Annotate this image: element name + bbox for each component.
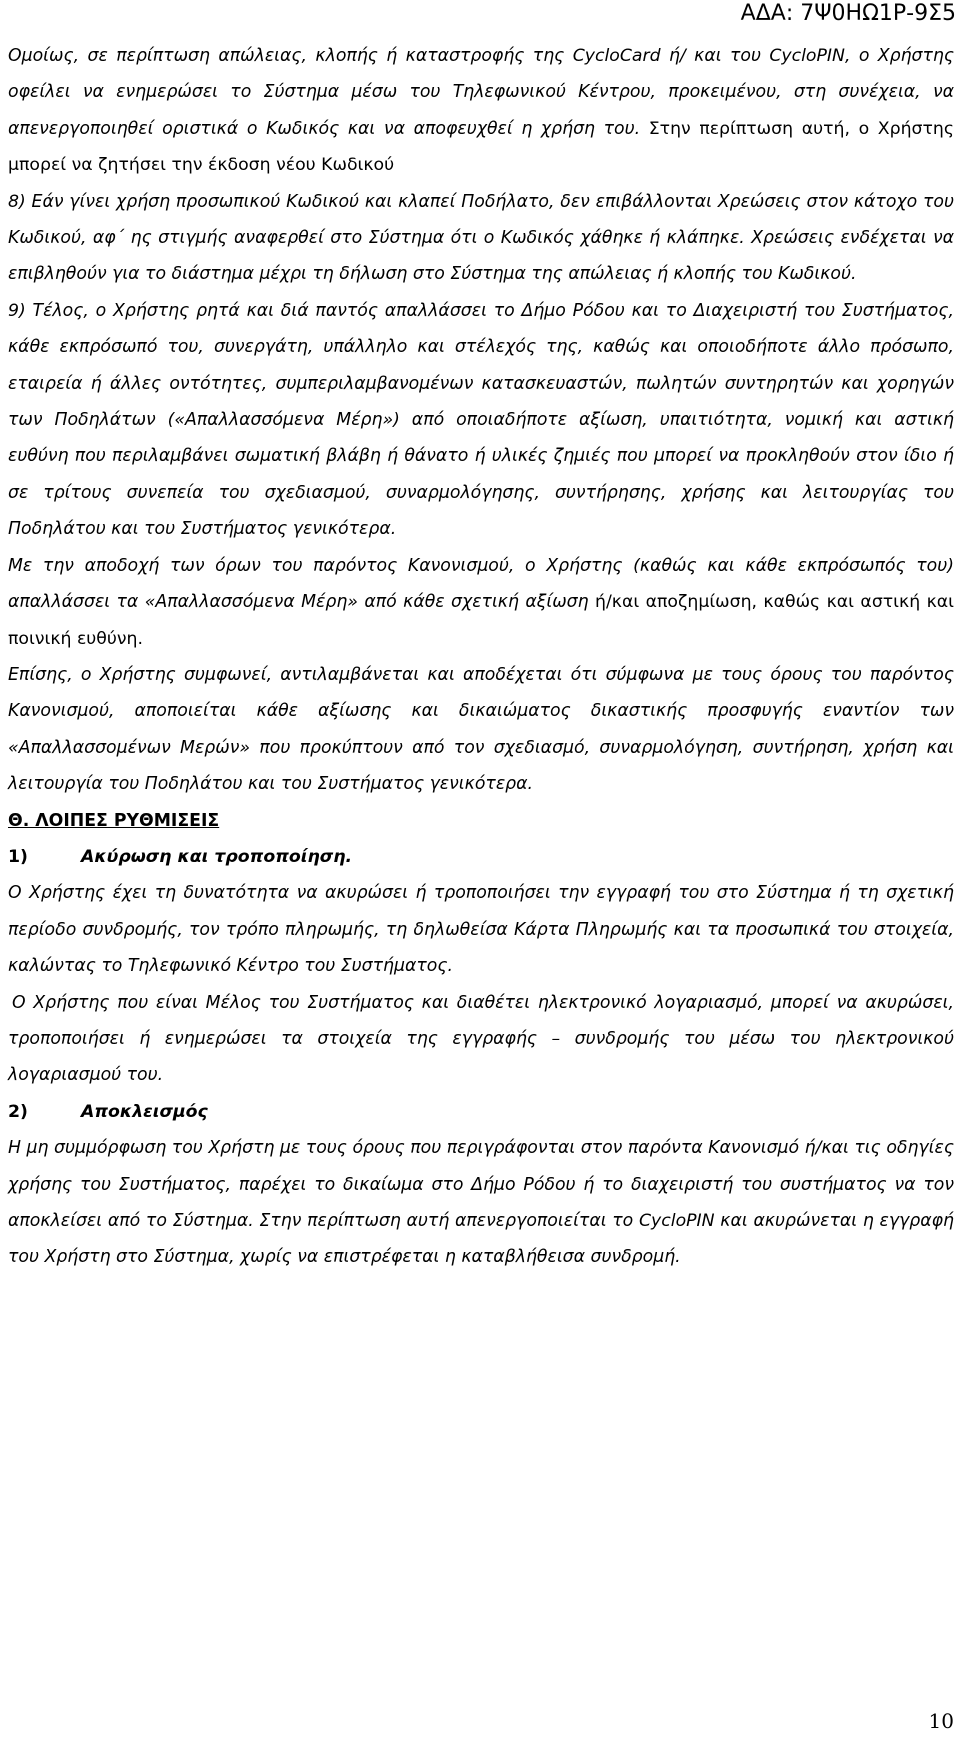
lost-card-rest: Στην περίπτωση αυτή, ο Χρήστης μπορεί να ζητήσει την έκδοση νέου Κωδικού: [8, 118, 955, 176]
paragraph-lost-card: [8, 38, 954, 184]
subsection-1-title: Ακύρωση και τροποποίηση.: [81, 846, 353, 867]
paragraph-waiver: Επίσης, ο Χρήστης συμφωνεί, αντιλαμβάνεται και αποδέχεται ότι σύμφωνα με τους όρους του παρόντος Κανονισμού, αποποιείται κάθε αξίωσης και δικαιώματος δικαστικής προσφυγής εναντίον των «Απαλλασσομένων Μερών» που προκύπτουν από τον σχεδιασμό, συναρμολόγηση, συντήρηση, χρήση και λειτουργία του Ποδηλάτου και του Συστήματος γενικότερα.: [8, 664, 954, 795]
ada-code: ΑΔΑ: 7Ψ0ΗΩ1Ρ-9Σ5: [740, 1, 956, 26]
page-number: 10: [928, 1709, 954, 1733]
subsection-2-number: 2): [8, 1101, 28, 1122]
subsection-2-heading: [8, 1094, 954, 1130]
paragraph-member: Ο Χρήστης που είναι Μέλος του Συστήματος και διαθέτει ηλεκτρονικό λογαριασμό, μπορεί να ακυρώσει, τροποποιήσει ή ενημερώσει τα στοιχεία της εγγραφής – συνδρομής του μέσω του ηλεκτρονικού λογαριασμού του.: [8, 992, 954, 1086]
paragraph-exclusion: Η μη συμμόρφωση του Χρήστη με τους όρους που περιγράφονται στον παρόντα Κανονισμό ή/και τις οδηγίες χρήσης του Συστήματος, παρέχει το δικαίωμα στο Δήμο Ρόδου ή το διαχειριστή του συστήματος να τον αποκλείσει από το Σύστημα. Στην περίπτωση αυτή απενεργοποιείται το CycloPIN και ακυρώνεται η εγγραφή του Χρήστη στο Σύστημα, χωρίς να επιστρέφεται η καταβλήθεισα συνδρομή.: [8, 1138, 954, 1268]
acceptance-italic: Με την αποδοχή των όρων του παρόντος Κανονισμού, ο Χρήστης (καθώς και κάθε εκπρόσωπός του) απαλλάσσει τα «Απαλλασσόμενα Μέρη» από κάθε σχετική αξίωση: [8, 555, 954, 613]
lost-card-italic: Ομοίως, σε περίπτωση απώλειας, κλοπής ή καταστροφής της CycloCard ή/ και του CycloPIN, ο Χρήστης οφείλει να ενημερώσει το Σύστημα μέσω του Τηλεφωνικού Κέντρου, προκειμένου, στη συνέχεια, να απενεργοποιηθεί οριστικά ο Κωδικός και να αποφευχθεί η χρήση του.: [8, 46, 954, 139]
paragraph-9: 9) Τέλος, ο Χρήστης ρητά και διά παντός απαλλάσσει το Δήμο Ρόδου και το Διαχειριστή του Συστήματος, κάθε εκπρόσωπό του, συνεργάτη, υπάλληλο και στέλεχός της, καθώς και οποιοδήποτε άλλο πρόσωπο, εταιρεία ή άλλες οντότητες, συμπεριλαμβανομένων κατασκευαστών, πωλητών συντηρητών και χορηγών των Ποδηλάτων («Απαλλασσόμενα Μέρη») από οποιαδήποτε αξίωση, υπαιτιότητα, νομική και αστική ευθύνη που περιλαμβάνει σωματική βλάβη ή θάνατο ή υλικές ζημιές που μπορεί να προκληθούν στον ίδιο ή σε τρίτους συνεπεία του σχεδιασμού, συναρμολόγησης, συντήρησης, χρήσης και λειτουργίας του Ποδηλάτου και του Συστήματος γενικότερα.: [8, 300, 954, 540]
paragraph-acceptance: [8, 548, 954, 657]
paragraph-cancel: Ο Χρήστης έχει τη δυνατότητα να ακυρώσει ή τροποποιήσει την εγγραφή του στο Σύστημα ή τη σχετική περίοδο συνδρομής, τον τρόπο πληρωμής, τη δηλωθείσα Κάρτα Πληρωμής και τα προσωπικά του στοιχεία, καλώντας το Τηλεφωνικό Κέντρο του Συστήματος.: [8, 883, 954, 977]
section-title: Θ. ΛΟΙΠΕΣ ΡΥΘΜΙΣΕΙΣ: [8, 810, 220, 831]
subsection-2-title: Αποκλεισμός: [81, 1101, 208, 1122]
subsection-1-number: 1): [8, 846, 28, 867]
subsection-1-heading: [8, 839, 954, 875]
acceptance-rest: ή/και αποζημίωση, καθώς και αστική και ποινική ευθύνη.: [8, 592, 954, 649]
document-body: [8, 38, 954, 1276]
paragraph-8: 8) Εάν γίνει χρήση προσωπικού Κωδικού και κλαπεί Ποδήλατο, δεν επιβάλλονται Χρεώσεις στον κάτοχο του Κωδικού, αφ΄ ης στιγμής αναφερθεί στο Σύστημα ότι ο Κωδικός χάθηκε ή κλάπηκε. Χρεώσεις ενδέχεται να επιβληθούν για το διάστημα μέχρι τη δήλωση στο Σύστημα της απώλειας ή κλοπής του Κωδικού.: [8, 191, 954, 285]
